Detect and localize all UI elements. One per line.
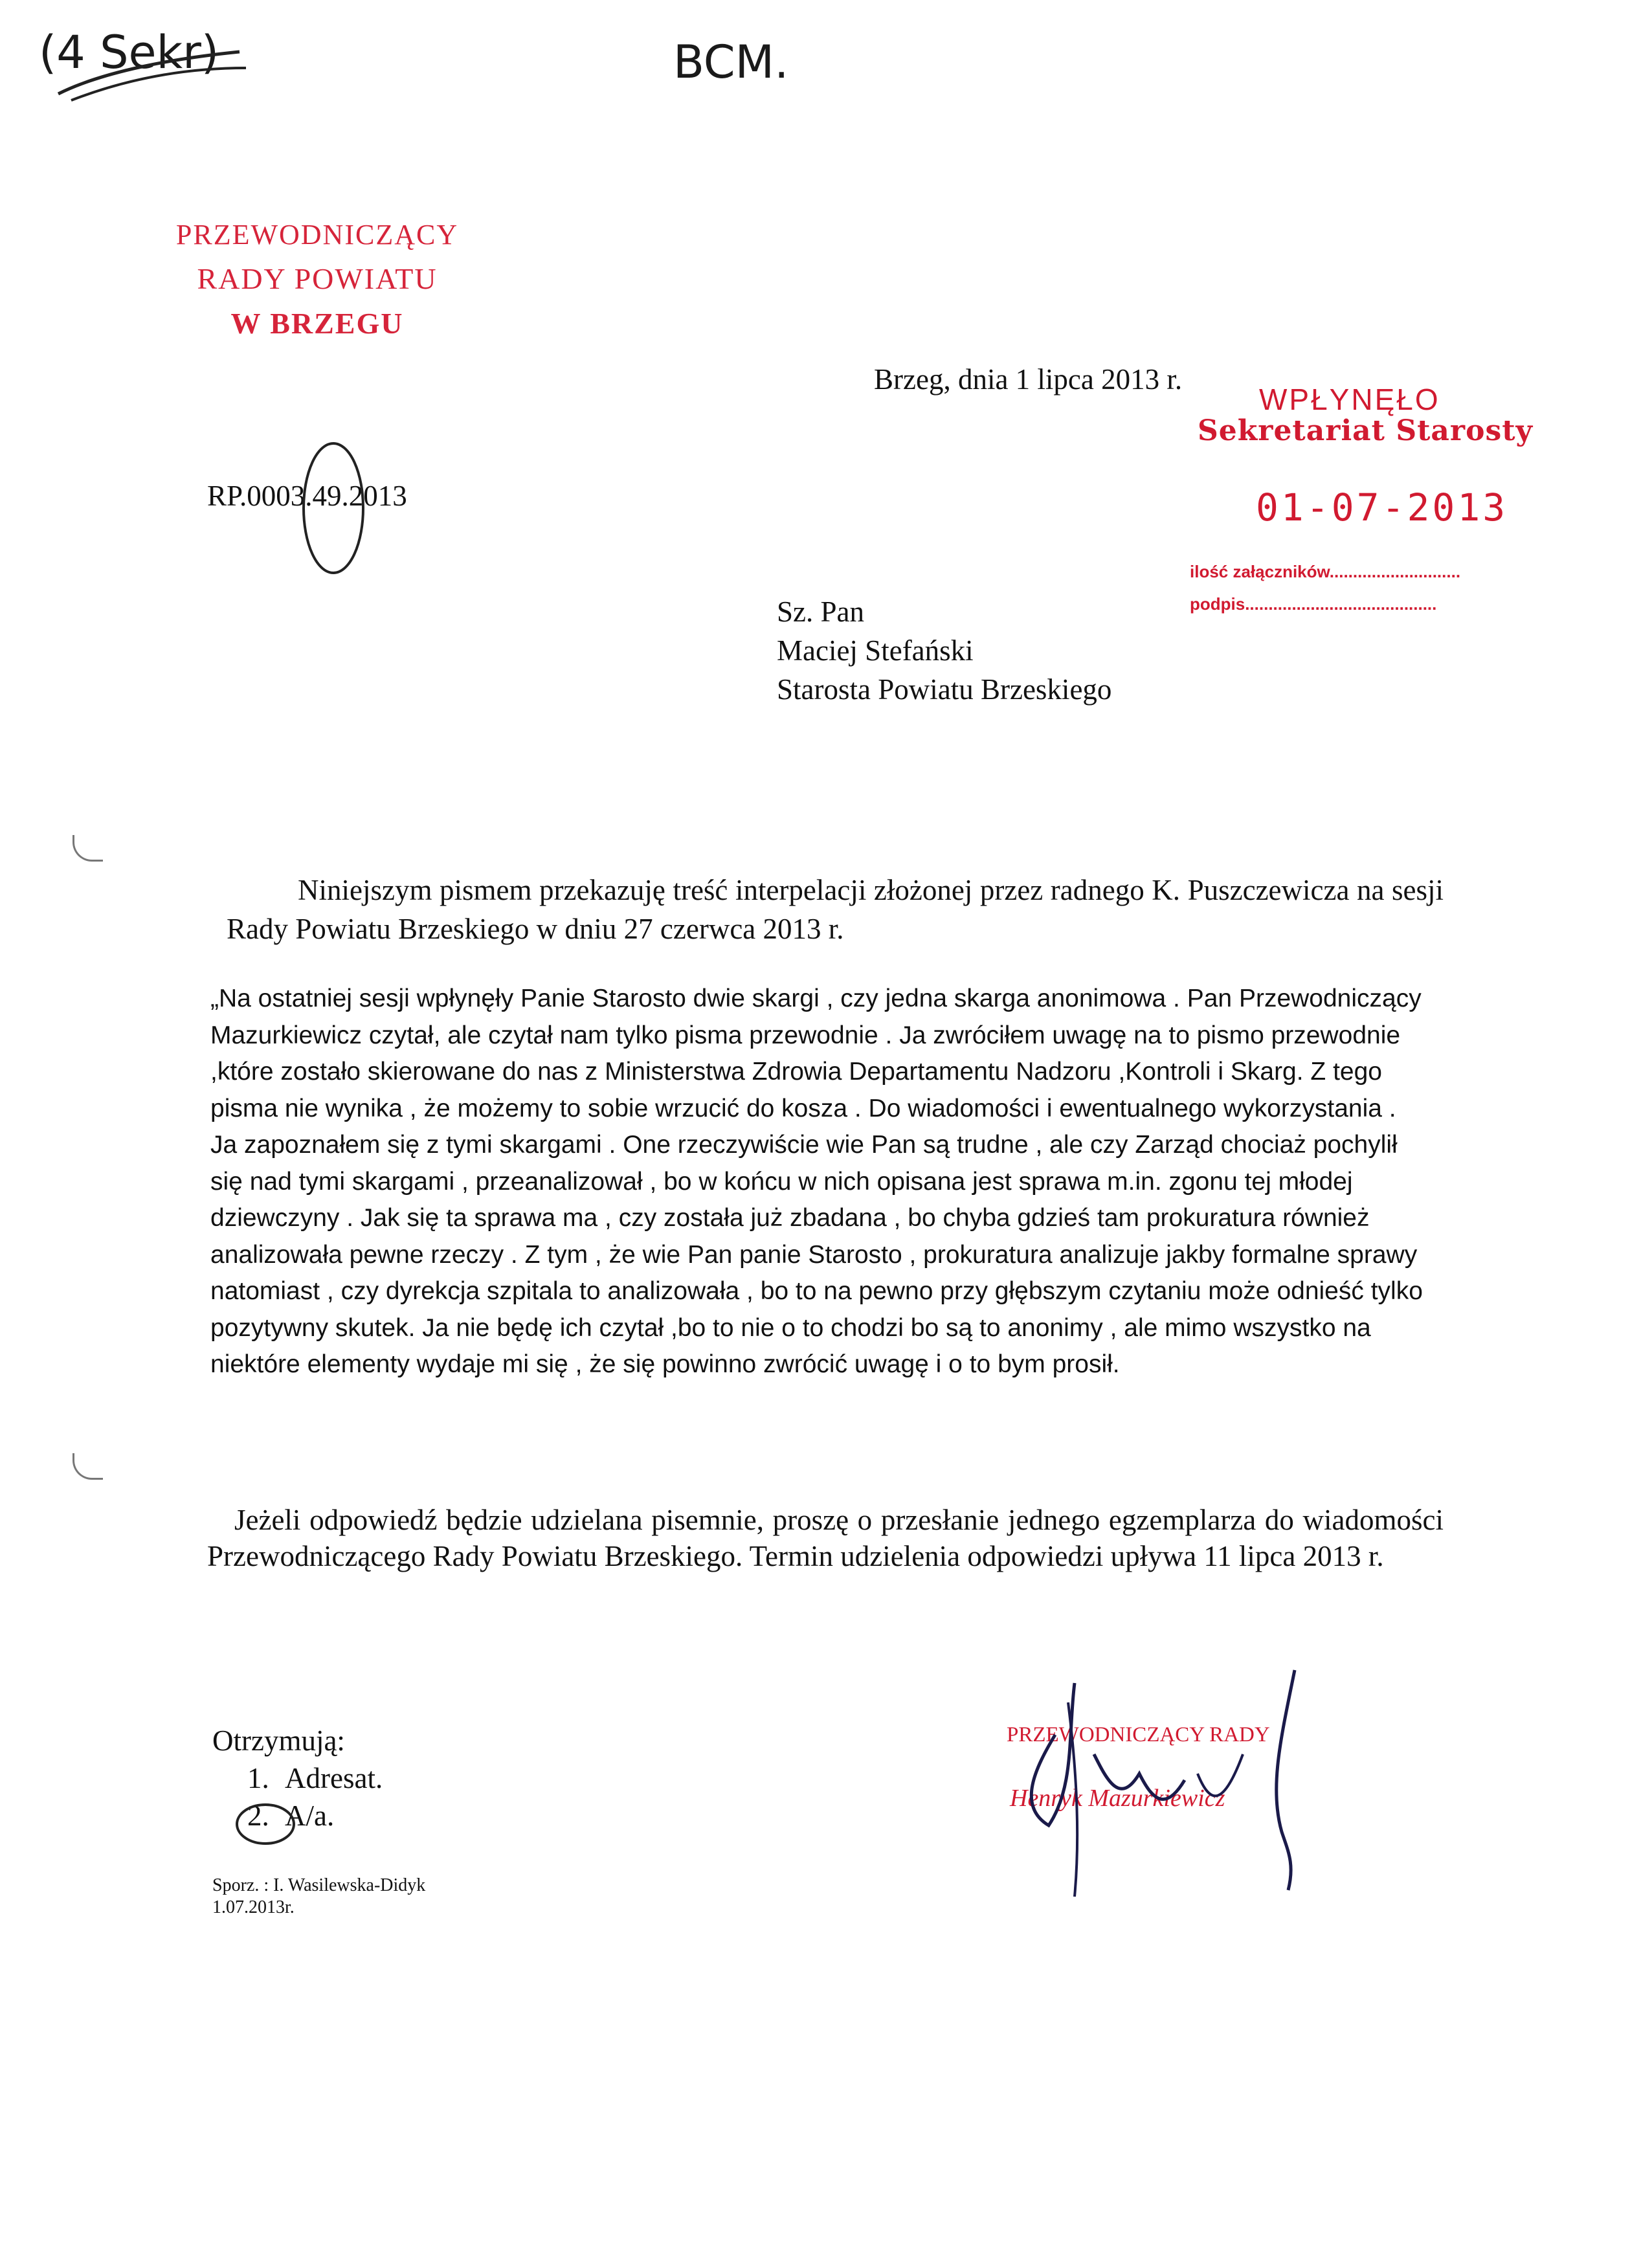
recipient-number: 1. — [247, 1762, 269, 1794]
letterhead-line-3: W BRZEGU — [230, 307, 404, 340]
handwritten-note-top-left: (4 Sekr) — [39, 26, 219, 79]
addressee-block — [777, 592, 1111, 709]
closing-paragraph: Jeżeli odpowiedź będzie udzielana pisemnie, proszę o przesłanie jednego egzemplarza do wiadomości Przewodniczącego Rady Powiatu Brzeskiego. Termin udzielenia odpowiedzi upływa 11 lipca 2013 r. — [207, 1504, 1444, 1572]
punch-hole-mark — [73, 835, 103, 862]
recipient-item — [212, 1759, 383, 1797]
received-stamp-attachments: ilość załączników............................ — [1190, 562, 1461, 581]
addressee-position: Starosta Powiatu Brzeskiego — [777, 673, 1112, 706]
received-stamp-date: 01-07-2013 — [1256, 485, 1508, 530]
prepared-by — [212, 1875, 425, 1919]
received-stamp-title: WPŁYNĘŁO — [1259, 383, 1440, 416]
handwritten-signature — [977, 1657, 1340, 1903]
received-stamp-signature-line: podpis......................................... — [1190, 594, 1437, 614]
strikethrough-scribble — [45, 32, 259, 117]
intro-paragraph: Niniejszym pismem przekazuję treść interpelacji złożonej przez radnego K. Puszczewicza na sesji Rady Powiatu Brzeskiego w dniu 27 czerwca 2013 r. — [227, 874, 1444, 945]
interpellation-quote: „Na ostatniej sesji wpłynęły Panie Starosto dwie skargi , czy jedna skarga anonimowa . Pan Przewodniczący Mazurkiewicz czytał, ale czytał nam tylko pisma przewodnie . Ja zwróciłem uwagę na to pismo przewodnie ,które zostało skierowane do nas z Ministerstwa Zdrowia Departamentu Nadzoru ,Kontroli i Skarg. Z tego pisma nie wynika , że możemy to sobie wrzucić do kosza . Do wiadomości i ewentualnego wykorzystania . Ja zapoznałem się z tymi skargami . One rzeczywiście wie Pan są trudne , ale czy Zarząd chociaż pochylił się nad tymi skargami , przeanalizował , bo w końcu w nich opisana jest sprawa m.in. zgonu tej młodej dziewczyny . Jak się ta sprawa ma , czy została już zbadana , bo chyba gdzieś tam prokuratura również analizowała pewne rzeczy . Z tym , że wie Pan panie Starosto , prokuratura analizuje jakby formalne sprawy natomiast , czy dyrekcja szpitala to analizowała , bo to na pewno przy głębszym czytaniu może odnieść tylko pozytywny skutek. Ja nie będę ich czytał ,bo to nie o to chodzi bo są to anonimy , ale mimo wszystko na niektóre elementy wydaje mi się , że się powinno zwrócić uwagę i o to bym prosił. — [210, 985, 1423, 1378]
recipients-heading: Otrzymują: — [212, 1724, 345, 1757]
letterhead-line-1: PRZEWODNICZĄCY — [175, 219, 459, 251]
letterhead-line-2: RADY POWIATU — [197, 262, 438, 295]
recipient-number: 2. — [247, 1800, 269, 1832]
prepared-by-name: Sporz. : I. Wasilewska-Didyk — [212, 1875, 426, 1895]
handwritten-circle-mark — [230, 1798, 301, 1850]
addressee-salutation: Sz. Pan — [777, 596, 864, 628]
letterhead-stamp — [136, 214, 498, 346]
punch-hole-mark — [73, 1453, 103, 1480]
handwritten-note-top-middle: BCM. — [673, 36, 789, 89]
handwritten-circle-mark — [285, 434, 382, 583]
signature-stamp-title: PRZEWODNICZĄCY RADY — [1007, 1723, 1270, 1746]
recipient-text: A/a. — [285, 1800, 335, 1832]
received-stamp-office: Sekretariat Starosty — [1198, 414, 1534, 447]
signature-stamp-name: Henryk Mazurkiewicz — [1010, 1785, 1225, 1812]
reference-number: RP.0003.49.2013 — [207, 480, 407, 512]
recipient-text: Adresat. — [285, 1762, 383, 1794]
prepared-by-date: 1.07.2013r. — [212, 1897, 295, 1917]
letter-date: Brzeg, dnia 1 lipca 2013 r. — [874, 363, 1183, 396]
addressee-name: Maciej Stefański — [777, 634, 974, 667]
